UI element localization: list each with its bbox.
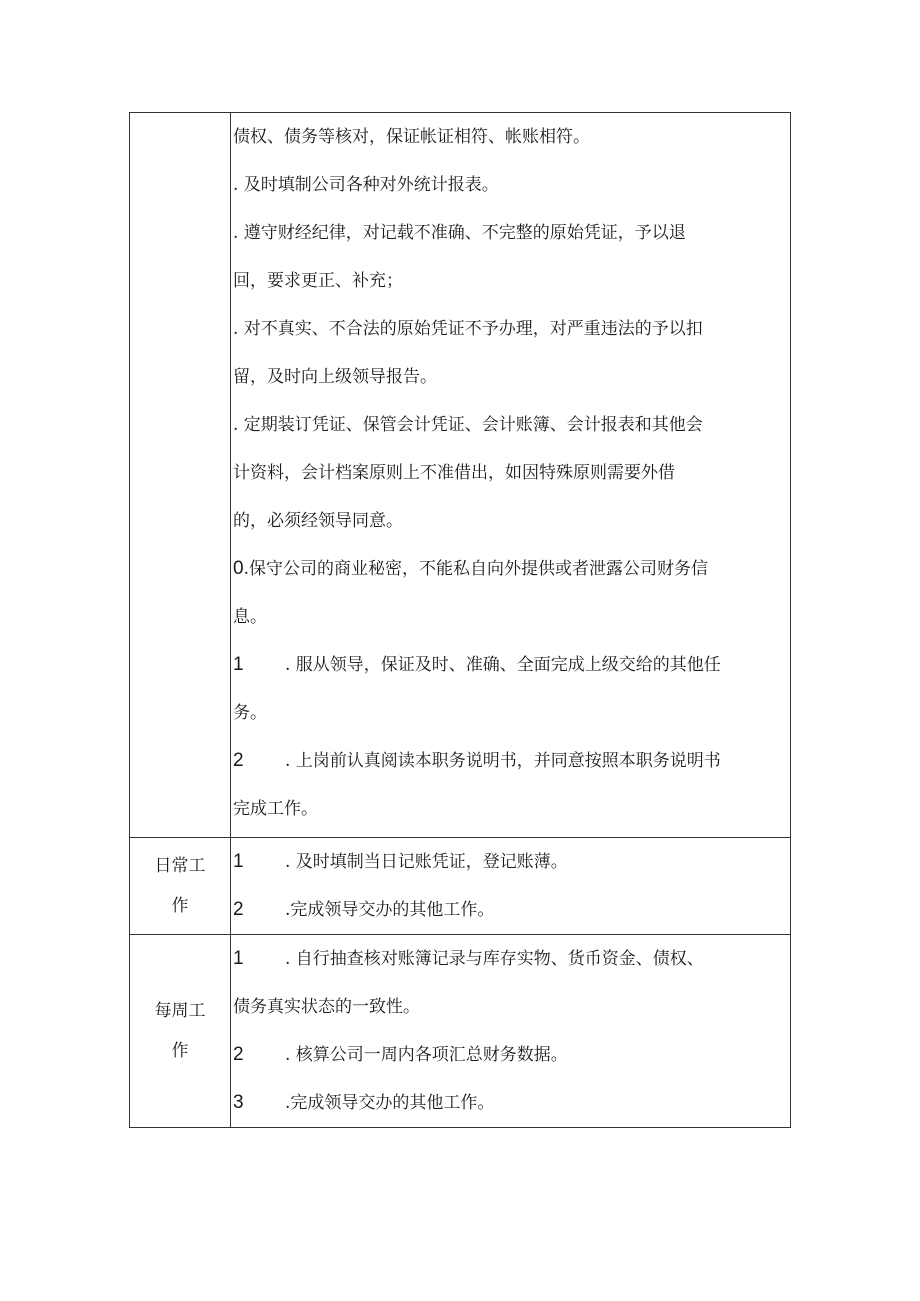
row-label-line: 日常工 [154,856,206,876]
row-label-cell [130,113,231,838]
row-content-cell [231,935,791,1128]
duty-line: . 及时填制公司各种对外统计报表。 [233,175,499,195]
duty-line: . 遵守财经纪律，对记载不准确、不完整的原始凭证，予以退 [233,223,686,243]
duty-line: 的，必须经领导同意。 [233,511,403,531]
weekly-duty-line: 2 . 核算公司一周内各项汇总财务数据。 [233,1031,788,1079]
duty-line: 计资料，会计档案原则上不准借出，如因特殊原则需要外借 [233,463,675,483]
item-number: 1 [233,654,244,675]
duty-line: 息。 [233,607,267,627]
item-number: 2 [233,750,244,771]
duty-line: 务。 [233,703,267,723]
weekly-duty-line: 3 .完成领导交办的其他工作。 [233,1079,788,1127]
weekly-duty-line: 债务真实状态的一致性。 [233,997,420,1017]
table-row-duties [130,113,791,838]
row-label-line: 作 [171,1041,189,1061]
item-number: 1 [233,851,244,872]
item-number: 1 [233,948,244,969]
item-number: 2 [233,899,244,920]
weekly-duty-line: 1 . 自行抽查核对账簿记录与库存实物、货币资金、债权、 [233,935,788,983]
row-content-cell [231,113,791,838]
duty-line: 完成工作。 [233,799,318,819]
item-number: 3 [233,1092,244,1113]
row-label-cell [130,838,231,935]
duty-line: 回，要求更正、补充； [233,271,403,291]
duty-line: 2 . 上岗前认真阅读本职务说明书，并同意按照本职务说明书 [233,737,788,785]
row-label-line: 作 [171,896,189,916]
duty-line: . 对不真实、不合法的原始凭证不予办理，对严重违法的予以扣 [233,319,703,339]
duty-line: 1 . 服从领导，保证及时、准确、全面完成上级交给的其他任 [233,641,788,689]
row-content-cell [231,838,791,935]
daily-duty-line: 2 .完成领导交办的其他工作。 [233,886,788,934]
duty-line: . 定期装订凭证、保管会计凭证、会计账簿、会计报表和其他会 [233,415,703,435]
duty-line: 债权、债务等核对，保证帐证相符、帐账相符。 [233,127,590,147]
row-label-line: 每周工 [154,1001,206,1021]
row-label-cell [130,935,231,1128]
table-row-weekly-work [130,935,791,1128]
item-number: 0 [233,558,244,579]
duty-line: 0.保守公司的商业秘密，不能私自向外提供或者泄露公司财务信 [233,558,708,579]
item-number: 2 [233,1044,244,1065]
job-description-table [129,112,791,1128]
duty-line: 留，及时向上级领导报告。 [233,367,437,387]
table-row-daily-work [130,838,791,935]
daily-duty-line: 1 . 及时填制当日记账凭证，登记账薄。 [233,838,788,886]
